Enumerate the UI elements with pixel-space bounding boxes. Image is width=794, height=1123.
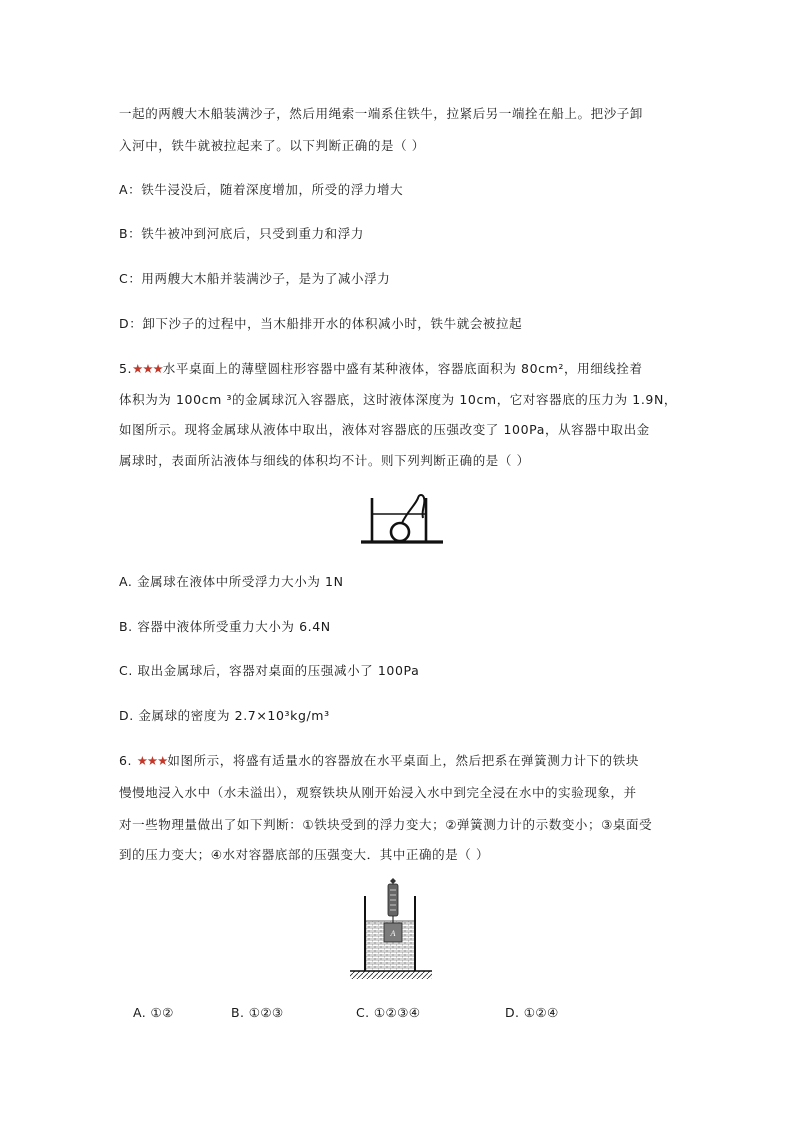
q6-stem-line3: 对一些物理量做出了如下判断：①铁块受到的浮力变大；②弹簧测力计的示数变小；③桌面受 [119,817,653,832]
q5-option-d: D. 金属球的密度为 2.7×10³kg/m³ [119,708,330,723]
q6-block-label: A [390,929,396,938]
q5-metal-ball [391,523,409,541]
q5-number: 5. [119,361,133,376]
q5-option-b: B. 容器中液体所受重力大小为 6.4N [119,619,331,634]
q6-stem-line2: 慢慢地浸入水中（水未溢出），观察铁块从刚开始浸入水中到完全浸在水中的实验现象，并 [119,785,637,800]
q5-option-c: C. 取出金属球后，容器对桌面的压强减小了 100Pa [119,663,420,678]
q4-option-c: C：用两艘大木船并装满沙子，是为了减小浮力 [119,271,391,286]
q6-stem-line4: 到的压力变大；④水对容器底部的压强变大．其中正确的是（ ） [119,847,490,862]
q4-option-a: A：铁牛浸没后，随着深度增加，所受的浮力增大 [119,182,404,197]
q6-option-a: A. ①② [133,1005,174,1020]
q5-stem-text: 水平桌面上的薄壁圆柱形容器中盛有某种液体，容器底面积为 80cm²，用细线拴着 [162,361,643,376]
q4-stem-line1: 一起的两艘大木船装满沙子，然后用绳索一端系住铁牛，拉紧后另一端拴在船上。把沙子卸 [119,106,644,121]
q6-number: 6. [119,753,133,768]
q5-option-a: A. 金属球在液体中所受浮力大小为 1N [119,574,344,589]
q6-option-b: B. ①②③ [231,1005,284,1020]
q6-stem-line1 [119,751,639,769]
q4-option-b: B：铁牛被冲到河底后，只受到重力和浮力 [119,226,364,241]
q5-stem-line1 [119,359,643,377]
q6-difficulty-stars: ★★★ [136,753,168,768]
q4-option-d: D：卸下沙子的过程中，当木船排开水的体积减小时，铁牛就会被拉起 [119,316,523,331]
q6-spring-scale-figure [348,878,434,982]
q5-thread [402,495,424,523]
q5-stem-line2: 体积为为 100cm ³的金属球沉入容器底，这时液体深度为 10cm，它对容器底的压力为 1.9N， [119,392,677,407]
q5-container-figure [360,490,444,546]
q6-stem-text: 如图所示，将盛有适量水的容器放在水平桌面上，然后把系在弹簧测力计下的铁块 [167,753,639,768]
q6-scale-hook [390,878,396,884]
q5-difficulty-stars: ★★★ [132,361,163,376]
q4-stem-line2: 入河中，铁牛就被拉起来了。以下判断正确的是（ ） [119,138,425,153]
q6-option-d: D. ①②④ [505,1005,559,1020]
q5-stem-line3: 如图所示。现将金属球从液体中取出，液体对容器底的压强改变了 100Pa，从容器中取出金 [119,422,650,437]
q6-option-c: C. ①②③④ [356,1005,421,1020]
q5-stem-line4: 属球时，表面所沾液体与细线的体积均不计。则下列判断正确的是（ ） [119,453,530,468]
q6-table-hatching [350,971,432,979]
